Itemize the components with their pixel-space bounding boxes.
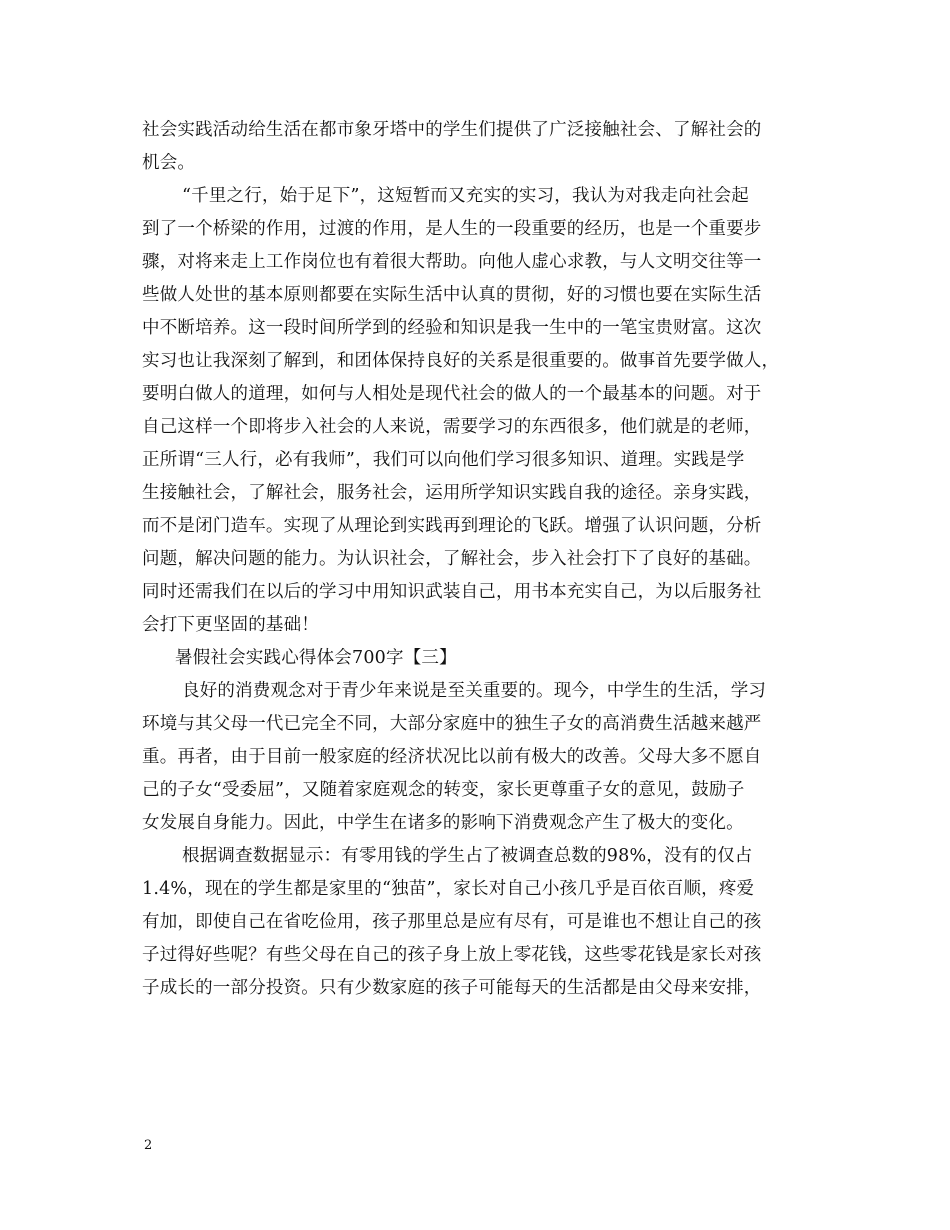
paragraph-start-line: 根据调查数据显示：有零用钱的学生占了被调查总数的98%，没有的仅占 — [182, 846, 753, 866]
text-line: 己的子女“受委屈”，又随着家庭观念的转变，家长更尊重子女的意见，鼓励子 — [142, 780, 745, 800]
text-line: 生接触社会，了解社会，服务社会，运用所学知识实践自我的途径。亲身实践， — [142, 483, 762, 503]
body-text — [142, 114, 812, 1005]
text-line: 问题，解决问题的能力。为认识社会，了解社会，步入社会打下了良好的基础。 — [142, 549, 762, 569]
text-line: 正所谓“三人行，必有我师”，我们可以向他们学习很多知识、道理。实践是学 — [142, 450, 745, 470]
text-line: 社会实践活动给生活在都市象牙塔中的学生们提供了广泛接触社会、了解社会的 — [142, 120, 762, 140]
text-line: 子成长的一部分投资。只有少数家庭的孩子可能每天的生活都是由父母来安排， — [142, 978, 762, 998]
text-line: 环境与其父母一代已完全不同，大部分家庭中的独生子女的高消费生活越来越严 — [142, 714, 762, 734]
text-line: 实习也让我深刻了解到，和团体保持良好的关系是很重要的。做事首先要学做人， — [142, 351, 780, 371]
text-line: 同时还需我们在以后的学习中用知识武装自己，用书本充实自己，为以后服务社 — [142, 582, 762, 602]
section-heading: 暑假社会实践心得体会700字【三】 — [175, 648, 457, 668]
text-line: 骤，对将来走上工作岗位也有着很大帮助。向他人虚心求教，与人文明交往等一 — [142, 252, 762, 272]
text-line: 子过得好些呢？有些父母在自己的孩子身上放上零花钱，这些零花钱是家长对孩 — [142, 945, 762, 965]
text-line: 会打下更坚固的基础！ — [142, 615, 319, 635]
text-line: 女发展自身能力。因此，中学生在诸多的影响下消费观念产生了极大的变化。 — [142, 813, 744, 833]
text-line: 1.4%，现在的学生都是家里的“独苗”，家长对自己小孩几乎是百依百顺，疼爱 — [142, 879, 755, 899]
page-number: 2 — [144, 1138, 153, 1153]
text-line: 机会。 — [142, 153, 196, 173]
text-line: 重。再者，由于目前一般家庭的经济状况比以前有极大的改善。父母大多不愿自 — [142, 747, 762, 767]
paragraph-start-line: “千里之行，始于足下”，这短暂而又充实的实习，我认为对我走向社会起 — [182, 186, 749, 206]
text-line: 到了一个桥梁的作用，过渡的作用，是人生的一段重要的经历，也是一个重要步 — [142, 219, 762, 239]
text-line: 中不断培养。这一段时间所学到的经验和知识是我一生中的一笔宝贵财富。这次 — [142, 318, 762, 338]
text-line: 要明白做人的道理，如何与人相处是现代社会的做人的一个最基本的问题。对于 — [142, 384, 762, 404]
text-line: 有加，即使自己在省吃俭用，孩子那里总是应有尽有，可是谁也不想让自己的孩 — [142, 912, 762, 932]
paragraph-start-line: 良好的消费观念对于青少年来说是至关重要的。现今，中学生的生活，学习 — [182, 681, 767, 701]
text-line: 自己这样一个即将步入社会的人来说，需要学习的东西很多，他们就是的老师， — [142, 417, 762, 437]
text-line: 些做人处世的基本原则都要在实际生活中认真的贯彻，好的习惯也要在实际生活 — [142, 285, 762, 305]
text-line: 而不是闭门造车。实现了从理论到实践再到理论的飞跃。增强了认识问题，分析 — [142, 516, 762, 536]
